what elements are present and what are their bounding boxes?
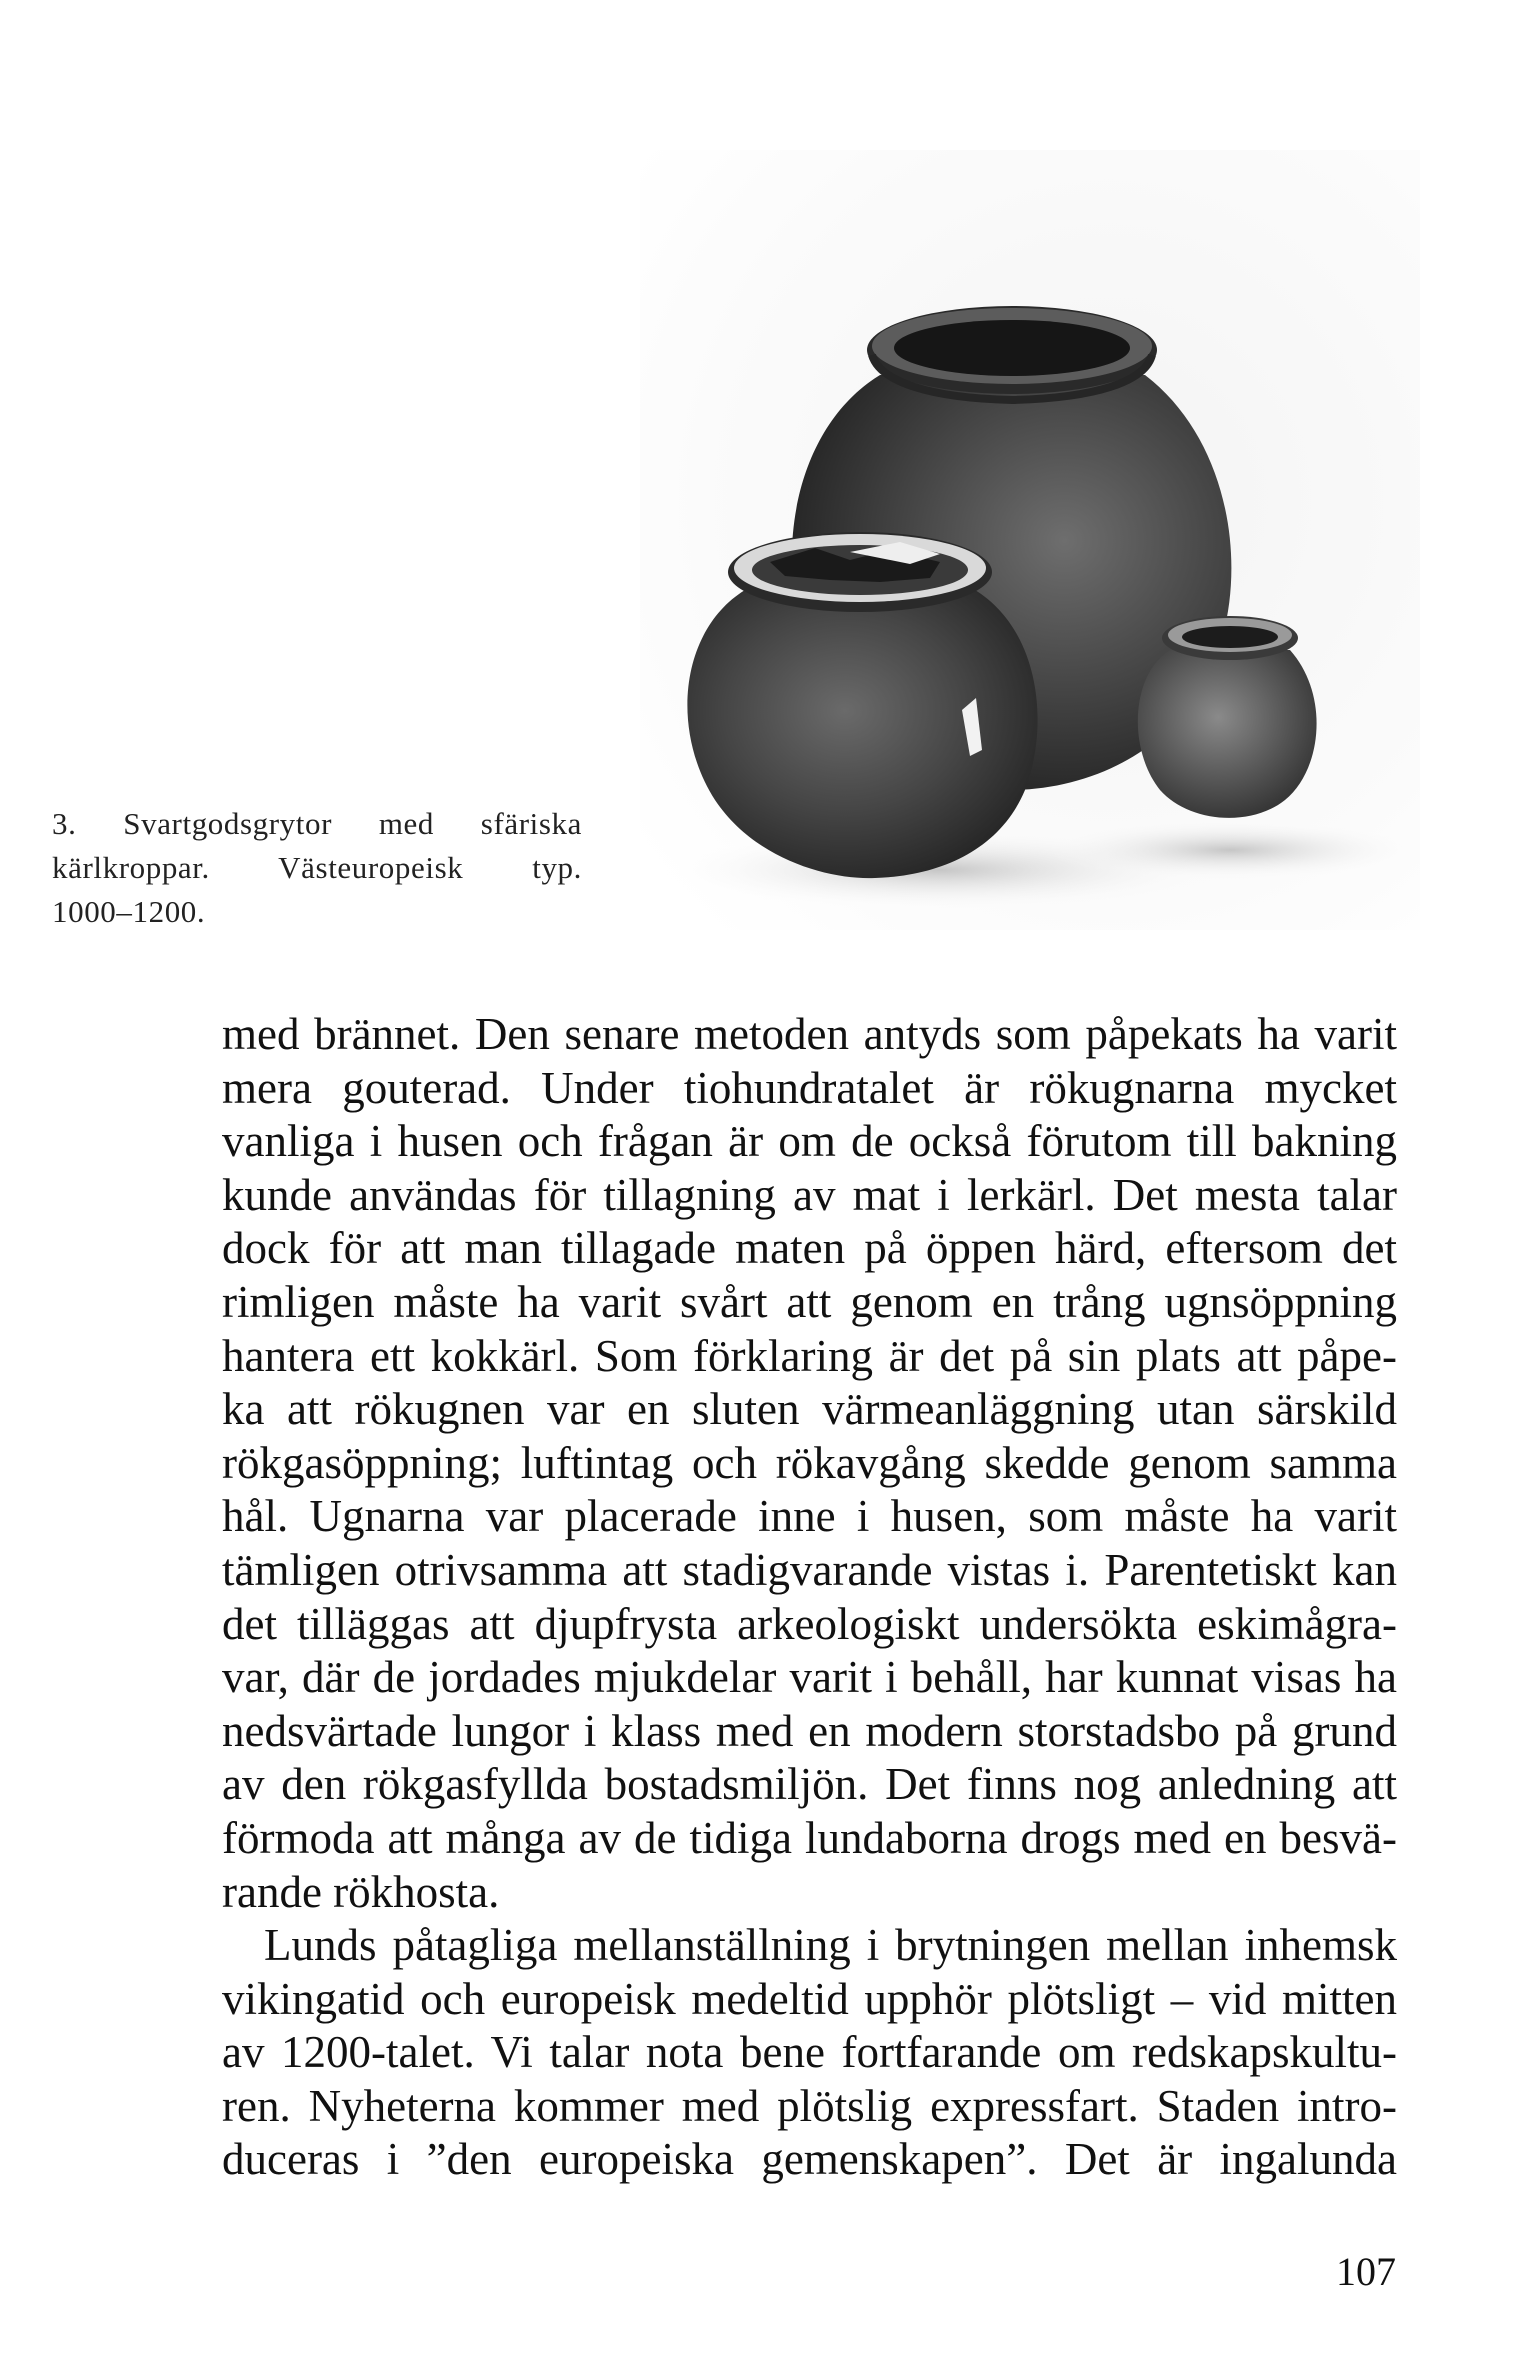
body-line: hål. Ugnarna var placerade inne i husen, som måste ha varit (222, 1491, 1397, 1542)
body-line: duceras i ”den europeiska gemenskapen”. Det är ingalunda (222, 2134, 1397, 2185)
caption-line-1: 3. Svartgodsgrytor med sfäriska (52, 806, 582, 841)
body-text (222, 1008, 1397, 2187)
caption-line-3: 1000–1200. (52, 894, 206, 929)
body-line: vanliga i husen och frågan är om de också förutom till bakning (222, 1116, 1397, 1167)
body-line: tämligen otrivsamma att stadigvarande vistas i. Parentetiskt kan (222, 1544, 1397, 1595)
body-line: vikingatid och europeisk medeltid upphör plötsligt – vid mitten (222, 1973, 1397, 2024)
body-line: dock för att man tillagade maten på öppen härd, eftersom det (222, 1223, 1397, 1274)
body-line: Lunds påtagliga mellanställning i brytningen mellan inhemsk (264, 1920, 1397, 1971)
body-line: av den rökgasfyllda bostadsmiljön. Det finns nog anledning att (222, 1759, 1397, 1810)
body-line: rande rökhosta. (222, 1866, 500, 1917)
body-line: rökgasöppning; luftintag och rökavgång skedde genom samma (222, 1437, 1397, 1488)
caption-line-2: kärlkroppar. Västeuropeisk typ. (52, 850, 582, 885)
body-line: ka att rökugnen var en sluten värmeanläggning utan särskild (222, 1384, 1397, 1435)
medium-pot (687, 532, 1037, 878)
body-line: förmoda att många av de tidiga lundaborna drogs med en besvä- (222, 1812, 1397, 1863)
caption-line (52, 846, 582, 890)
page-number: 107 (1336, 2249, 1396, 2294)
body-line: med brännet. Den senare metoden antyds som påpekats ha varit (222, 1009, 1397, 1059)
body-line: rimligen måste ha varit svårt att genom en trång ugnsöppning (222, 1276, 1397, 1327)
figure-caption (52, 802, 612, 934)
body-line: hantera ett kokkärl. Som förklaring är det på sin plats att påpe- (222, 1330, 1397, 1381)
body-line: mera gouterad. Under tiohundratalet är rökugnarna mycket (222, 1062, 1397, 1113)
body-line: nedsvärtade lungor i klass med en modern storstadsbo på grund (222, 1705, 1397, 1756)
caption-line (52, 802, 582, 846)
body-line: var, där de jordades mjukdelar varit i behåll, har kunnat visas ha (222, 1652, 1397, 1703)
body-line: av 1200-talet. Vi talar nota bene fortfarande om redskapskultu- (222, 2027, 1397, 2078)
body-line: ren. Nyheterna kommer med plötslig expressfart. Staden intro- (222, 2080, 1397, 2131)
body-line: det tilläggas att djupfrysta arkeologiskt undersökta eskimågra- (222, 1598, 1397, 1649)
pottery-photograph (640, 150, 1420, 930)
body-line: kunde användas för tillagning av mat i lerkärl. Det mesta talar (222, 1169, 1397, 1220)
